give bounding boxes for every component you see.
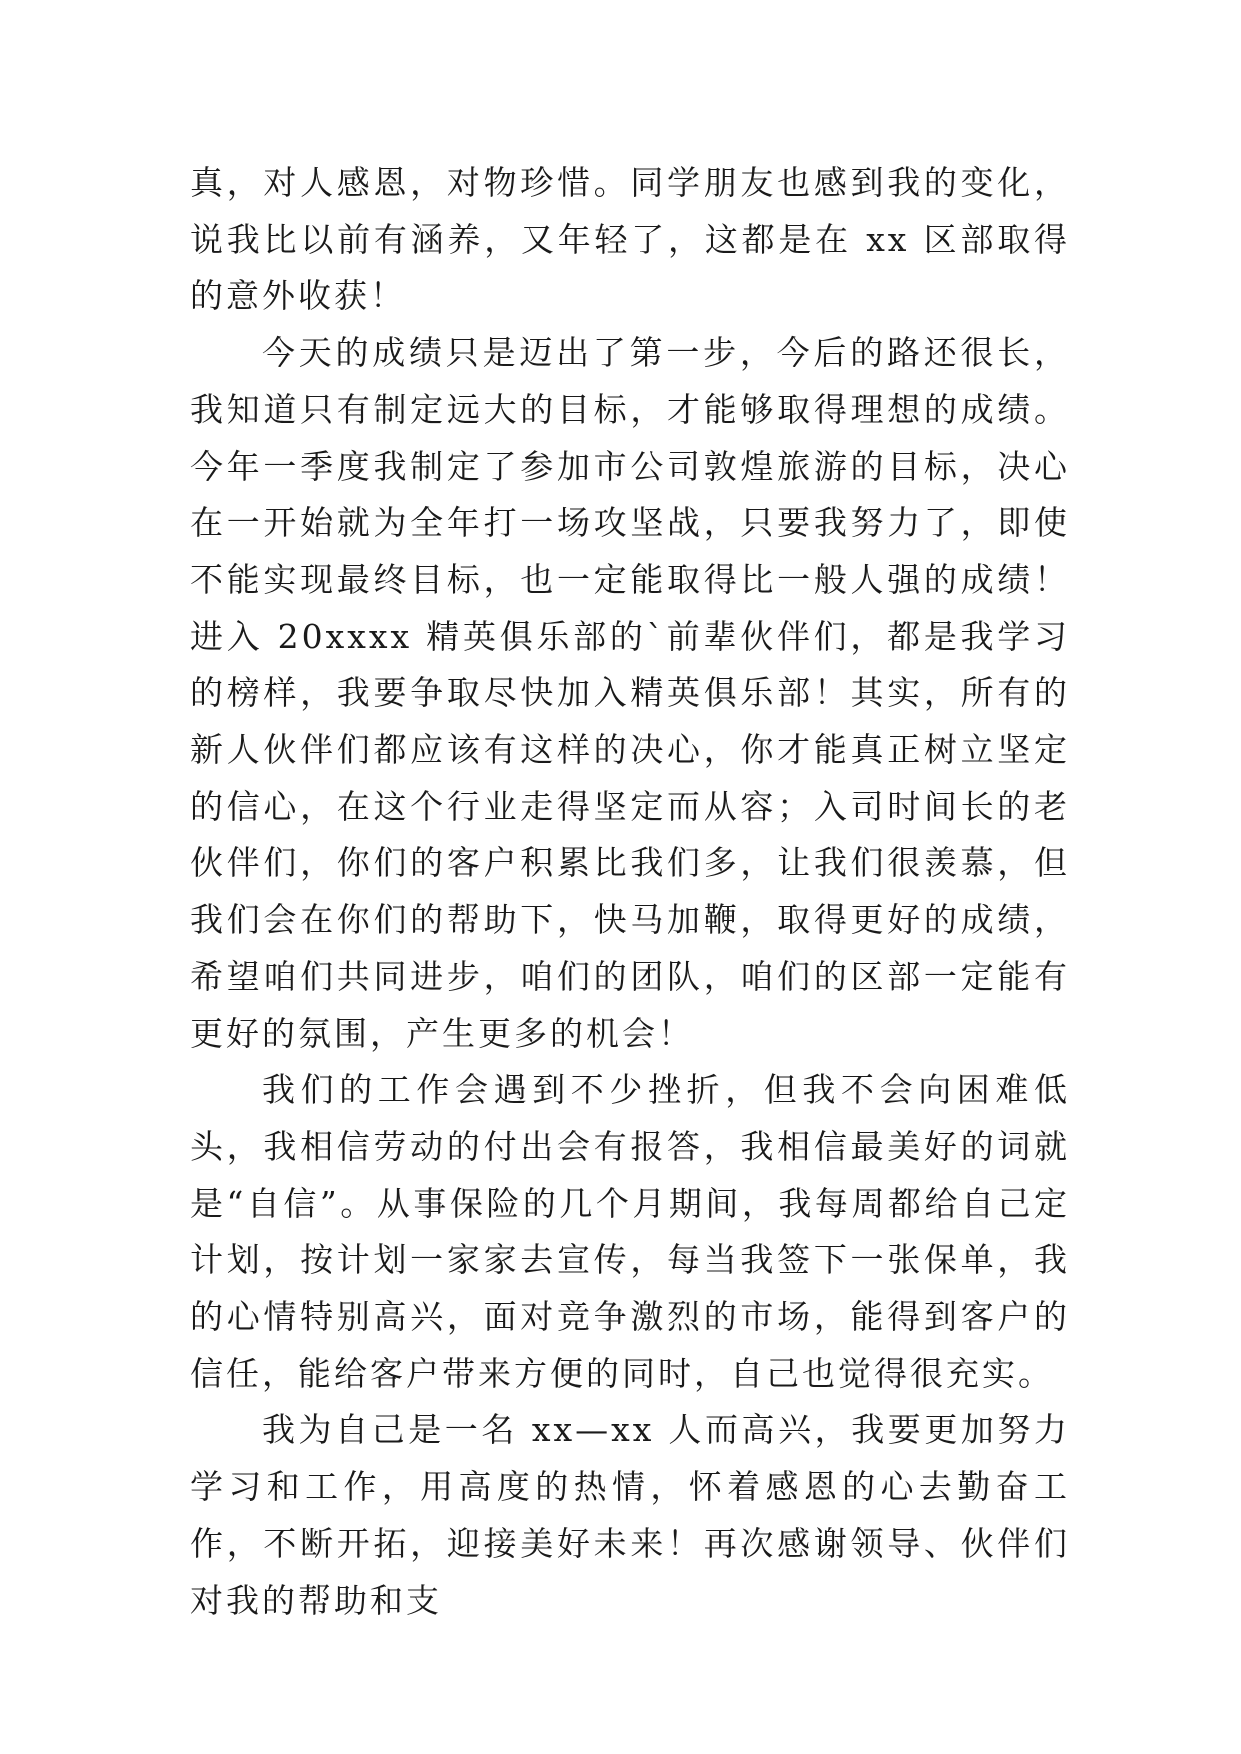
paragraph: 我们的工作会遇到不少挫折，但我不会向困难低头，我相信劳动的付出会有报答，我相信最美好的词就是“自信”。从事保险的几个月期间，我每周都给自己定计划，按计划一家家去宣传，每当我签下一张保单，我的心情特别高兴，面对竞争激烈的市场，能得到客户的信任，能给客户带来方便的同时，自己也觉得很充实。: [190, 1070, 1070, 1393]
paragraph: 今天的成绩只是迈出了第一步，今后的路还很长，我知道只有制定远大的目标，才能够取得理想的成绩。今年一季度我制定了参加市公司敦煌旅游的目标，决心在一开始就为全年打一场攻坚战，只要我努力了，即使不能实现最终目标，也一定能取得比一般人强的成绩！进入 20xxxx 精英俱乐部的`前辈伙伴们，都是我学习的榜样，我要争取尽快加入精英俱乐部！其实，所有的新人伙伴们都应该有这样的决心，你才能真正树立坚定的信心，在这个行业走得坚定而从容；入司时间长的老伙伴们，你们的客户积累比我们多，让我们很羡慕，但我们会在你们的帮助下，快马加鞭，取得更好的成绩，希望咱们共同进步，咱们的团队，咱们的区部一定能有更好的氛围，产生更多的机会！: [190, 333, 1070, 1053]
paragraph: 真，对人感恩，对物珍惜。同学朋友也感到我的变化，说我比以前有涵养，又年轻了，这都是在 xx 区部取得的意外收获！: [190, 163, 1070, 316]
document-body: [190, 155, 1070, 1629]
paragraph: 我为自己是一名 xx—xx 人而高兴，我要更加努力学习和工作，用高度的热情，怀着感恩的心去勤奋工作，不断开拓，迎接美好未来！再次感谢领导、伙伴们对我的帮助和支: [190, 1410, 1070, 1620]
